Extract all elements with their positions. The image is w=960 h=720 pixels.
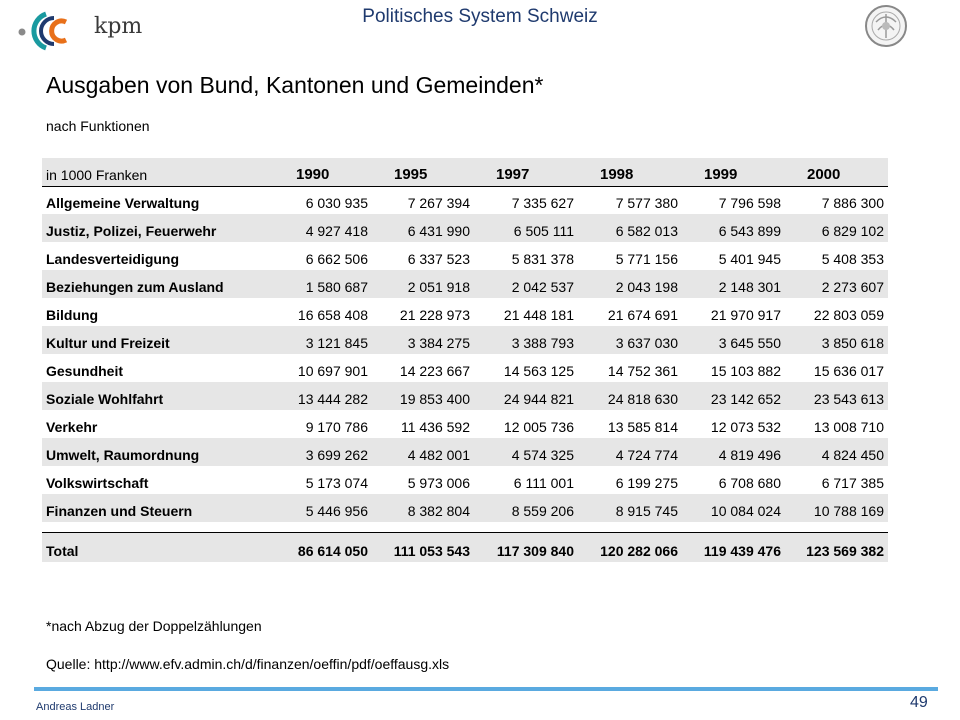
row-value: 8 915 745	[578, 494, 682, 522]
table-header-row	[42, 158, 888, 186]
total-value: 123 569 382	[785, 532, 888, 562]
row-value: 10 084 024	[682, 494, 785, 522]
total-value: 120 282 066	[578, 532, 682, 562]
row-label: Verkehr	[46, 419, 98, 435]
row-value: 7 335 627	[511, 195, 574, 211]
row-value: 4 927 418	[282, 214, 372, 242]
table-row	[42, 466, 888, 494]
row-value: 21 228 973	[399, 307, 470, 323]
row-value: 14 752 361	[607, 363, 678, 379]
row-value: 2 051 918	[372, 270, 474, 298]
source-note: Quelle: http://www.efv.admin.ch/d/finanzen/oeffin/pdf/oeffausg.xls	[46, 656, 450, 672]
table-row	[42, 242, 888, 270]
total-value: 86 614 050	[282, 532, 372, 562]
row-value: 5 173 074	[305, 475, 368, 491]
total-value: 119 439 476	[682, 532, 785, 562]
table-row	[42, 382, 888, 410]
spacer-cell	[42, 522, 888, 532]
table-row	[42, 186, 888, 214]
row-value: 3 121 845	[282, 326, 372, 354]
row-value: 5 408 353	[821, 251, 884, 267]
row-value: 12 005 736	[503, 419, 574, 435]
row-value: 5 973 006	[407, 475, 470, 491]
row-value: 2 148 301	[682, 270, 785, 298]
row-value: 7 577 380	[615, 195, 678, 211]
row-value: 15 103 882	[710, 363, 781, 379]
row-value: 2 042 537	[474, 270, 578, 298]
table-row	[42, 354, 888, 382]
footnote: *nach Abzug der Doppelzählungen	[46, 618, 262, 634]
row-value: 22 803 059	[813, 307, 884, 323]
row-label: Finanzen und Steuern	[42, 494, 282, 522]
row-value: 5 401 945	[718, 251, 781, 267]
year-header: 1999	[682, 158, 785, 186]
university-seal	[864, 4, 908, 48]
table-row	[42, 438, 888, 466]
row-value: 6 829 102	[785, 214, 888, 242]
slide-title: Ausgaben von Bund, Kantonen und Gemeinden*	[46, 72, 544, 98]
row-value: 6 708 680	[718, 475, 781, 491]
row-value: 6 337 523	[407, 251, 470, 267]
slide-subtitle: nach Funktionen	[46, 118, 150, 134]
table-row	[42, 410, 888, 438]
row-value: 15 636 017	[813, 363, 884, 379]
row-value: 9 170 786	[305, 419, 368, 435]
row-value: 10 788 169	[785, 494, 888, 522]
row-value: 4 819 496	[682, 438, 785, 466]
row-value: 21 674 691	[607, 307, 678, 323]
row-value: 7 886 300	[821, 195, 884, 211]
row-value: 10 697 901	[297, 363, 368, 379]
row-value: 24 944 821	[474, 382, 578, 410]
row-value: 6 199 275	[615, 475, 678, 491]
total-row	[42, 532, 888, 562]
year-header: 1990	[282, 158, 372, 186]
row-value: 14 223 667	[399, 363, 470, 379]
row-value: 4 824 450	[785, 438, 888, 466]
row-value: 6 582 013	[578, 214, 682, 242]
row-value: 19 853 400	[372, 382, 474, 410]
row-label: Landesverteidigung	[46, 251, 180, 267]
row-value: 6 717 385	[821, 475, 884, 491]
row-value: 6 431 990	[372, 214, 474, 242]
row-value: 23 543 613	[785, 382, 888, 410]
year-header: 2000	[785, 158, 888, 186]
row-label: Beziehungen zum Ausland	[42, 270, 282, 298]
expenditure-table	[42, 158, 888, 562]
row-value: 3 850 618	[785, 326, 888, 354]
row-label: Volkswirtschaft	[46, 475, 149, 491]
row-value: 1 580 687	[282, 270, 372, 298]
row-value: 4 574 325	[474, 438, 578, 466]
row-value: 21 448 181	[503, 307, 574, 323]
unit-label: in 1000 Franken	[42, 158, 282, 186]
year-header: 1997	[474, 158, 578, 186]
footer-divider	[34, 687, 938, 691]
row-value: 13 444 282	[282, 382, 372, 410]
row-value: 23 142 652	[682, 382, 785, 410]
row-value: 6 030 935	[305, 195, 368, 211]
row-label: Justiz, Polizei, Feuerwehr	[42, 214, 282, 242]
row-value: 12 073 532	[710, 419, 781, 435]
row-value: 6 111 001	[513, 475, 574, 491]
row-value: 8 382 804	[372, 494, 474, 522]
row-value: 3 699 262	[282, 438, 372, 466]
presentation-title: Politisches System Schweiz	[362, 6, 598, 27]
row-value: 8 559 206	[474, 494, 578, 522]
row-label: Gesundheit	[46, 363, 124, 379]
row-value: 5 446 956	[282, 494, 372, 522]
row-label: Bildung	[46, 307, 99, 323]
table-body	[42, 158, 888, 562]
row-value: 3 388 793	[474, 326, 578, 354]
row-value: 4 482 001	[372, 438, 474, 466]
total-value: 111 053 543	[372, 532, 474, 562]
table-row	[42, 270, 888, 298]
row-value: 2 273 607	[785, 270, 888, 298]
row-value: 13 585 814	[607, 419, 678, 435]
row-label: Soziale Wohlfahrt	[42, 382, 282, 410]
page-number: 49	[910, 694, 928, 711]
row-label: Umwelt, Raumordnung	[42, 438, 282, 466]
row-value: 3 384 275	[372, 326, 474, 354]
row-value: 5 771 156	[615, 251, 678, 267]
row-value: 21 970 917	[710, 307, 781, 323]
row-value: 16 658 408	[297, 307, 368, 323]
row-value: 4 724 774	[578, 438, 682, 466]
row-value: 3 645 550	[682, 326, 785, 354]
author-name: Andreas Ladner	[36, 701, 115, 713]
year-header: 1998	[578, 158, 682, 186]
seal-icon	[864, 4, 908, 48]
row-value: 14 563 125	[503, 363, 574, 379]
row-value: 2 043 198	[578, 270, 682, 298]
row-value: 24 818 630	[578, 382, 682, 410]
row-label: Kultur und Freizeit	[42, 326, 282, 354]
total-label: Total	[42, 532, 282, 562]
logo-text: kpm	[94, 14, 143, 39]
table-row	[42, 214, 888, 242]
row-value: 7 796 598	[718, 195, 781, 211]
row-value: 6 505 111	[474, 214, 578, 242]
table-row	[42, 494, 888, 522]
row-value: 13 008 710	[813, 419, 884, 435]
table-row	[42, 298, 888, 326]
row-value: 5 831 378	[511, 251, 574, 267]
row-value: 3 637 030	[578, 326, 682, 354]
row-value: 11 436 592	[400, 419, 470, 435]
total-value: 117 309 840	[474, 532, 578, 562]
row-label: Allgemeine Verwaltung	[46, 195, 200, 211]
year-header: 1995	[372, 158, 474, 186]
row-value: 6 543 899	[682, 214, 785, 242]
row-value: 6 662 506	[305, 251, 368, 267]
table-row	[42, 326, 888, 354]
table-spacer	[42, 522, 888, 532]
row-value: 7 267 394	[407, 195, 470, 211]
